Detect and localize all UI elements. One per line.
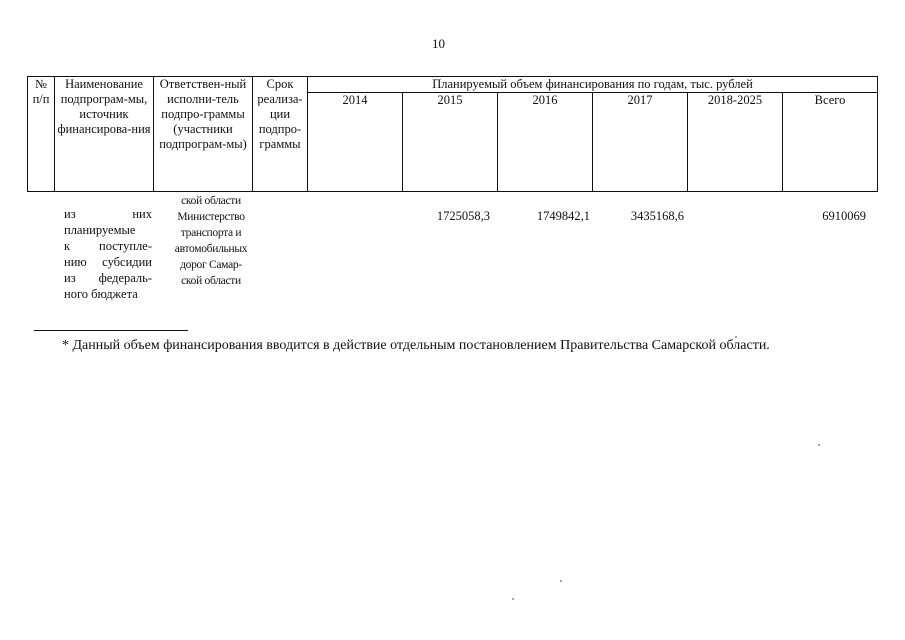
value-2016: 1749842,1 <box>536 209 590 223</box>
value-2015: 1725058,3 <box>436 209 490 223</box>
row-source-line: из федераль- <box>64 271 152 285</box>
footnote-text: * Данный объем финансирования вводится в действие отдельным постановлением Правительства Самарской области. <box>62 338 770 353</box>
scan-speck <box>560 580 562 582</box>
row-source-line: нию субсидии <box>64 255 152 269</box>
row-responsible-line: Министерство <box>177 211 245 223</box>
header-year-2014: 2014 <box>308 93 403 192</box>
row-responsible-line: дорог Самар- <box>180 259 242 271</box>
scan-speck <box>735 336 737 338</box>
header-year-2015: 2015 <box>403 93 498 192</box>
row-source-line: из них <box>64 207 152 221</box>
row-source-line: к поступле- <box>64 239 152 253</box>
footnote-divider <box>34 330 188 331</box>
row-responsible-line: транспорта и <box>180 227 242 239</box>
scan-speck <box>512 598 514 600</box>
header-year-2016: 2016 <box>498 93 593 192</box>
header-responsible: Ответствен-ный исполни-тель подпро-граммы (участники подпрограм-мы) <box>154 77 253 192</box>
row-source-text <box>64 206 152 302</box>
header-year-2017: 2017 <box>593 93 688 192</box>
scan-speck <box>818 444 820 446</box>
financing-table <box>27 76 878 192</box>
header-name: Наименование подпрограм-мы, источник финансирова-ния <box>55 77 154 192</box>
header-num: № п/п <box>28 77 55 192</box>
page-number: 10 <box>432 36 445 51</box>
row-source-line: ного бюджета <box>64 287 138 301</box>
header-funding-group: Планируемый объем финансирования по годам, тыс. рублей <box>308 77 878 93</box>
header-total: Всего <box>783 93 878 192</box>
value-total: 6910069 <box>822 209 866 223</box>
header-term: Срок реализа-ции подпро-граммы <box>253 77 308 192</box>
row-responsible-text <box>164 193 258 289</box>
value-2017: 3435168,6 <box>630 209 684 223</box>
row-source-line: планируемые <box>64 223 136 237</box>
row-responsible-line: автомобильных <box>174 243 248 255</box>
row-responsible-line: ской области <box>181 275 241 287</box>
header-year-2018-2025: 2018-2025 <box>688 93 783 192</box>
row-responsible-line: ской области <box>181 195 241 207</box>
